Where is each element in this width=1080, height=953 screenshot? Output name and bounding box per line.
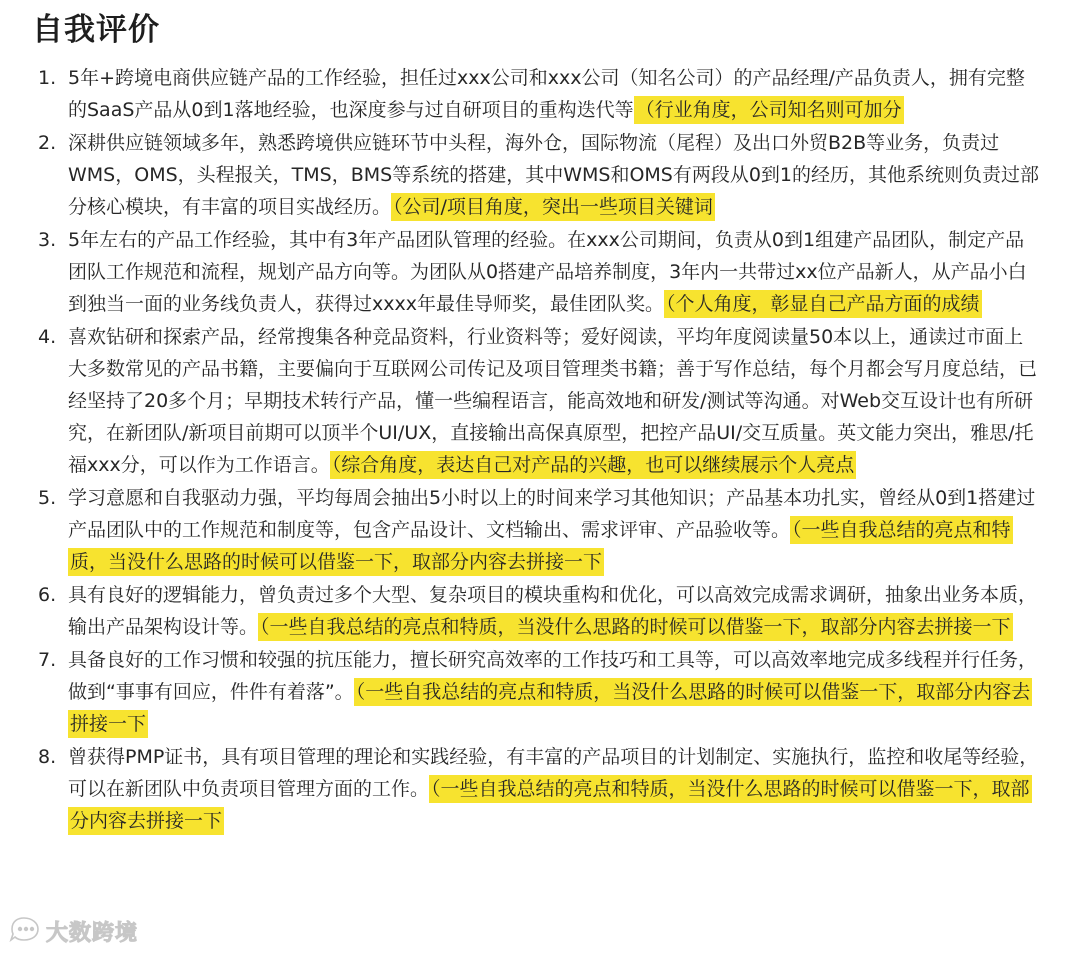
item-text: 喜欢钻研和探索产品，经常搜集各种竞品资料，行业资料等；爱好阅读，平均年度阅读量50本以上，通读过市面上大多数常见的产品书籍，主要偏向于互联网公司传记及项目管理类书籍；善于写作总结，每个月都会写月度总结，已经坚持了20多个月；早期技术转行产品，懂一些编程语言，能高效地和研发/测试等沟通。对Web交互设计也有所研究，在新团队/新项目前期可以顶半个UI/UX，直接输出高保真原型，把控产品UI/交互质量。英文能力突出，雅思/托福xxx分，可以作为工作语言。 (68, 326, 1038, 476)
list-item (0, 644, 1080, 740)
item-text: 学习意愿和自我驱动力强，平均每周会抽出5小时以上的时间来学习其他知识；产品基本功扎实，曾经从0到1搭建过产品团队中的工作规范和制度等，包含产品设计、文档输出、需求评审、产品验收等。 (68, 487, 1036, 541)
list-item (0, 741, 1080, 837)
item-number: 1. (38, 67, 57, 89)
highlight-note: （一些自我总结的亮点和特质，当没什么思路的时候可以借鉴一下，取部分内容去拼接一下 (68, 678, 1032, 738)
item-text: 曾获得PMP证书，具有项目管理的理论和实践经验，有丰富的产品项目的计划制定、实施执行，监控和收尾等经验，可以在新团队中负责项目管理方面的工作。 (68, 746, 1039, 800)
list-item (0, 224, 1080, 320)
item-number: 8. (38, 746, 57, 768)
highlight-note: （一些自我总结的亮点和特质，当没什么思路的时候可以借鉴一下，取部分内容去拼接一下 (68, 775, 1032, 835)
highlight-note: （公司/项目角度，突出一些项目关键词 (391, 193, 715, 221)
item-text: 具备良好的工作习惯和较强的抗压能力，擅长研究高效率的工作技巧和工具等，可以高效率地完成多线程并行任务，做到“事事有回应，件件有着落”。 (68, 649, 1038, 703)
item-number: 4. (38, 326, 57, 348)
list-item (0, 321, 1080, 481)
list-item (0, 482, 1080, 578)
list-item (0, 127, 1080, 223)
item-text: 5年+跨境电商供应链产品的工作经验，担任过xxx公司和xxx公司（知名公司）的产品经理/产品负责人，拥有完整的SaaS产品从0到1落地经验，也深度参与过自研项目的重构迭代等 (68, 67, 1025, 121)
item-number: 7. (38, 649, 57, 671)
list-item (0, 62, 1080, 126)
item-text: 5年左右的产品工作经验，其中有3年产品团队管理的经验。在xxx公司期间，负责从0到1组建产品团队，制定产品团队工作规范和流程，规划产品方向等。为团队从0搭建产品培养制度，3年内一共带过xx位产品新人，从产品小白到独当一面的业务线负责人，获得过xxxx年最佳导师奖，最佳团队奖。 (68, 229, 1027, 315)
item-text: 具有良好的逻辑能力，曾负责过多个大型、复杂项目的模块重构和优化，可以高效完成需求调研，抽象出业务本质，输出产品架构设计等。 (68, 584, 1038, 638)
item-number: 6. (38, 584, 57, 606)
highlight-note: （行业角度，公司知名则可加分 (634, 96, 904, 124)
watermark-text: 大数跨境 (46, 920, 139, 946)
watermark (8, 916, 138, 946)
highlight-note: （个人角度，彰显自己产品方面的成绩 (664, 290, 982, 318)
item-number: 5. (38, 487, 57, 509)
section-title: 自我评价 (32, 12, 160, 48)
list-item (0, 579, 1080, 643)
watermark-logo-icon (8, 915, 42, 947)
highlight-note: （综合角度，表达自己对产品的兴趣，也可以继续展示个人亮点 (330, 451, 857, 479)
item-number: 2. (38, 132, 57, 154)
highlight-note: （一些自我总结的亮点和特质，当没什么思路的时候可以借鉴一下，取部分内容去拼接一下 (68, 516, 1013, 576)
highlight-note: （一些自我总结的亮点和特质，当没什么思路的时候可以借鉴一下，取部分内容去拼接一下 (258, 613, 1013, 641)
evaluation-list (0, 62, 1080, 838)
item-text: 深耕供应链领域多年，熟悉跨境供应链环节中头程，海外仓，国际物流（尾程）及出口外贸B2B等业务，负责过WMS，OMS，头程报关，TMS，BMS等系统的搭建，其中WMS和OMS有两段从0到1的经历，其他系统则负责过部分核心模块，有丰富的项目实战经历。 (68, 132, 1040, 218)
item-number: 3. (38, 229, 57, 251)
